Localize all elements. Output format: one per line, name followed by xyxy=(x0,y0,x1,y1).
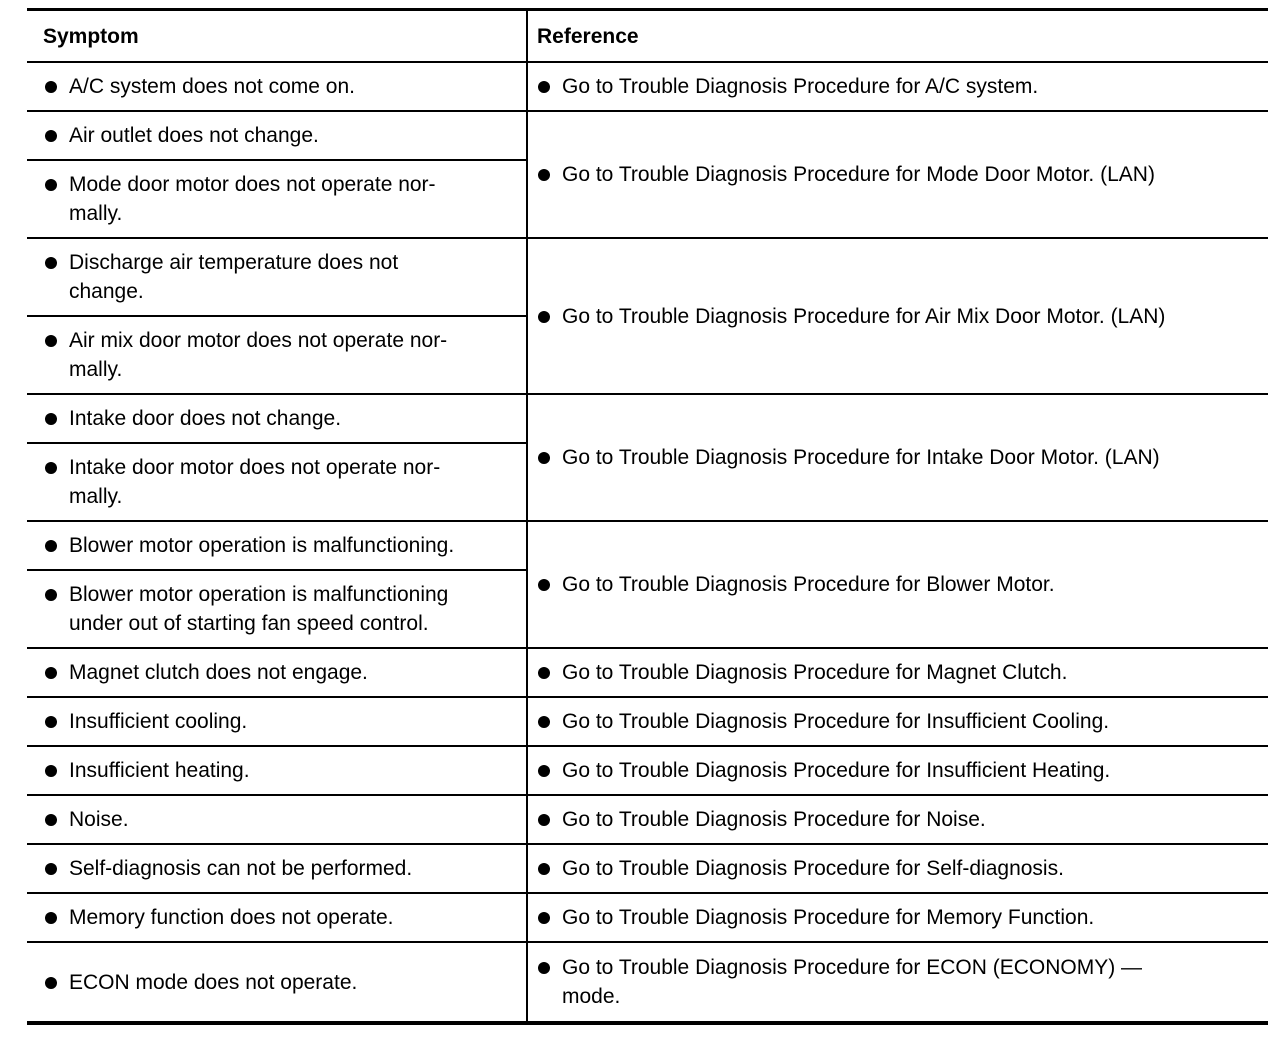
symptom-cell xyxy=(27,62,527,111)
bullet-icon xyxy=(45,814,57,826)
reference-text: Go to Trouble Diagnosis Procedure for Memory Function. xyxy=(562,906,1095,929)
table-row xyxy=(27,893,1268,942)
bullet-icon xyxy=(45,977,57,989)
column-header-reference: Reference xyxy=(527,10,1268,63)
symptom-cell xyxy=(27,570,527,648)
symptom-text: Memory function does not operate. xyxy=(69,906,394,929)
bullet-icon xyxy=(45,179,57,191)
bullet-icon xyxy=(45,912,57,924)
symptom-text: Blower motor operation is malfunctioning under out of starting fan speed control. xyxy=(69,583,449,635)
symptom-cell xyxy=(27,443,527,521)
table-row xyxy=(27,844,1268,893)
table-row xyxy=(27,648,1268,697)
bullet-icon xyxy=(538,579,550,591)
bullet-icon xyxy=(538,814,550,826)
table-row xyxy=(27,394,1268,443)
symptom-cell xyxy=(27,795,527,844)
reference-cell xyxy=(527,238,1268,394)
bullet-icon xyxy=(45,540,57,552)
table-row xyxy=(27,795,1268,844)
symptom-reference-table xyxy=(27,8,1268,1025)
symptom-text: Intake door motor does not operate nor- mally. xyxy=(69,456,441,508)
symptom-cell xyxy=(27,238,527,316)
reference-cell xyxy=(527,394,1268,521)
symptom-cell xyxy=(27,746,527,795)
symptom-cell xyxy=(27,111,527,160)
symptom-text: Mode door motor does not operate nor- mally. xyxy=(69,173,436,225)
symptom-text: ECON mode does not operate. xyxy=(69,970,358,994)
symptom-text: Magnet clutch does not engage. xyxy=(69,661,368,684)
bullet-icon xyxy=(538,765,550,777)
reference-cell xyxy=(527,844,1268,893)
reference-cell xyxy=(527,62,1268,111)
bullet-icon xyxy=(45,765,57,777)
reference-cell xyxy=(527,942,1268,1023)
symptom-text: Self-diagnosis can not be performed. xyxy=(69,857,413,880)
symptom-cell xyxy=(27,316,527,394)
symptom-text: Insufficient cooling. xyxy=(69,710,248,733)
reference-text: Go to Trouble Diagnosis Procedure for Air Mix Door Motor. (LAN) xyxy=(562,304,1166,328)
reference-cell xyxy=(527,746,1268,795)
symptom-cell xyxy=(27,394,527,443)
header-row xyxy=(27,10,1268,63)
bullet-icon xyxy=(538,962,550,974)
reference-text: Go to Trouble Diagnosis Procedure for Blower Motor. xyxy=(562,573,1055,596)
reference-text: Go to Trouble Diagnosis Procedure for Insufficient Heating. xyxy=(562,759,1111,782)
reference-cell xyxy=(527,697,1268,746)
symptom-text: Blower motor operation is malfunctioning. xyxy=(69,534,455,557)
reference-text: Go to Trouble Diagnosis Procedure for Insufficient Cooling. xyxy=(562,710,1110,733)
bullet-icon xyxy=(45,413,57,425)
bullet-icon xyxy=(538,912,550,924)
symptom-text: Air mix door motor does not operate nor- mally. xyxy=(69,329,448,381)
reference-cell xyxy=(527,893,1268,942)
reference-text: Go to Trouble Diagnosis Procedure for ECON (ECONOMY) — mode. xyxy=(562,956,1143,1008)
symptom-cell xyxy=(27,893,527,942)
column-header-symptom: Symptom xyxy=(27,10,527,63)
bullet-icon xyxy=(538,81,550,93)
bullet-icon xyxy=(45,130,57,142)
symptom-text: A/C system does not come on. xyxy=(69,75,355,98)
reference-text: Go to Trouble Diagnosis Procedure for Self-diagnosis. xyxy=(562,857,1064,880)
bullet-icon xyxy=(45,589,57,601)
table-row xyxy=(27,746,1268,795)
symptom-cell xyxy=(27,648,527,697)
bullet-icon xyxy=(45,335,57,347)
table-row xyxy=(27,111,1268,160)
bullet-icon xyxy=(538,452,550,464)
reference-cell xyxy=(527,521,1268,648)
bullet-icon xyxy=(45,462,57,474)
symptom-cell xyxy=(27,942,527,1023)
bullet-icon xyxy=(45,716,57,728)
reference-text: Go to Trouble Diagnosis Procedure for Magnet Clutch. xyxy=(562,661,1068,684)
reference-text: Go to Trouble Diagnosis Procedure for Intake Door Motor. (LAN) xyxy=(562,446,1160,469)
table-row xyxy=(27,521,1268,570)
symptom-cell xyxy=(27,160,527,238)
bullet-icon xyxy=(538,716,550,728)
reference-cell xyxy=(527,648,1268,697)
reference-text: Go to Trouble Diagnosis Procedure for A/C system. xyxy=(562,75,1039,98)
reference-cell xyxy=(527,111,1268,238)
table-row xyxy=(27,697,1268,746)
bullet-icon xyxy=(45,257,57,269)
symptom-text: Insufficient heating. xyxy=(69,759,250,782)
bullet-icon xyxy=(538,667,550,679)
symptom-text: Discharge air temperature does not change. xyxy=(69,251,399,303)
table-row xyxy=(27,238,1268,316)
bullet-icon xyxy=(45,81,57,93)
symptom-text: Air outlet does not change. xyxy=(69,124,319,147)
symptom-cell xyxy=(27,844,527,893)
reference-text: Go to Trouble Diagnosis Procedure for Noise. xyxy=(562,808,986,831)
table-row xyxy=(27,942,1268,1023)
symptom-cell xyxy=(27,697,527,746)
reference-cell xyxy=(527,795,1268,844)
bullet-icon xyxy=(538,311,550,323)
bullet-icon xyxy=(45,863,57,875)
symptom-text: Noise. xyxy=(69,808,129,831)
bullet-icon xyxy=(538,169,550,181)
bullet-icon xyxy=(45,667,57,679)
symptom-cell xyxy=(27,521,527,570)
reference-text: Go to Trouble Diagnosis Procedure for Mode Door Motor. (LAN) xyxy=(562,163,1155,186)
bullet-icon xyxy=(538,863,550,875)
symptom-text: Intake door does not change. xyxy=(69,407,342,430)
table-row xyxy=(27,62,1268,111)
